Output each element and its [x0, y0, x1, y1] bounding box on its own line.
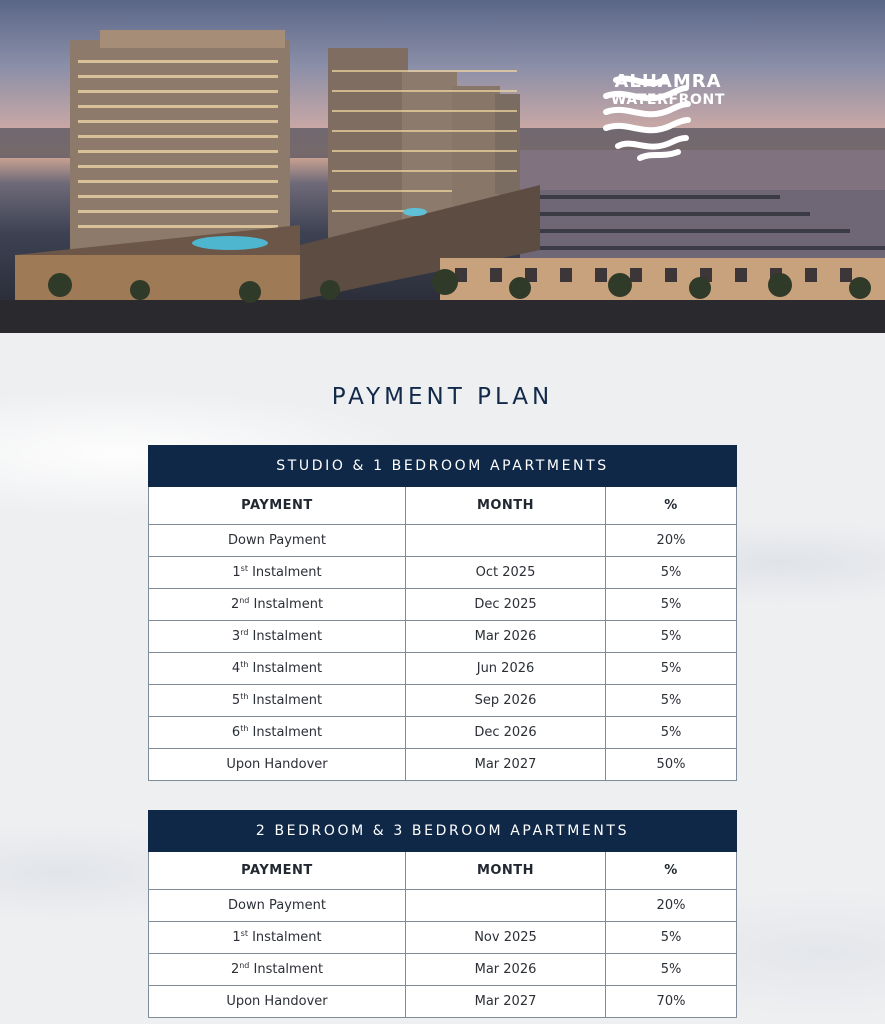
month-cell: Dec 2026	[406, 717, 606, 749]
ordinal-suffix: nd	[239, 961, 250, 970]
table-row	[149, 749, 737, 781]
payment-label: Instalment	[249, 962, 324, 977]
payment-label: Down Payment	[228, 898, 326, 913]
payment-cell	[149, 653, 406, 685]
payment-label: Upon Handover	[226, 757, 328, 772]
percent-cell: 20%	[606, 525, 737, 557]
instalment-number: 5	[231, 693, 241, 708]
brand-name-line2: WATERFRONT	[611, 92, 725, 108]
month-cell: Dec 2025	[406, 589, 606, 621]
column-header-month: MONTH	[406, 852, 606, 890]
month-cell: Jun 2026	[406, 653, 606, 685]
table-row	[149, 890, 737, 922]
ordinal-suffix: rd	[240, 628, 249, 637]
payment-cell	[149, 954, 406, 986]
column-header-row	[149, 852, 737, 890]
brand-logo	[598, 72, 738, 108]
column-header-row	[149, 487, 737, 525]
month-cell: Mar 2026	[406, 621, 606, 653]
payment-cell	[149, 685, 406, 717]
ordinal-suffix: th	[240, 660, 249, 669]
instalment-number: 2	[230, 597, 240, 612]
payment-label: Instalment	[247, 565, 322, 580]
payment-cell	[149, 717, 406, 749]
table-row	[149, 922, 737, 954]
brand-name-line1: ALHAMRA	[614, 71, 722, 92]
month-cell: Mar 2026	[406, 954, 606, 986]
month-cell: Mar 2027	[406, 749, 606, 781]
payment-cell	[149, 749, 406, 781]
table-row	[149, 954, 737, 986]
payment-label: Down Payment	[228, 533, 326, 548]
payment-cell	[149, 525, 406, 557]
payment-label: Instalment	[248, 693, 323, 708]
percent-cell: 5%	[606, 685, 737, 717]
table-row	[149, 621, 737, 653]
table-row	[149, 685, 737, 717]
instalment-number: 2	[230, 962, 240, 977]
page-title: PAYMENT PLAN	[331, 384, 554, 410]
percent-cell: 5%	[606, 717, 737, 749]
payment-label: Instalment	[248, 661, 323, 676]
percent-cell: 5%	[606, 653, 737, 685]
table-heading: 2 BEDROOM & 3 BEDROOM APARTMENTS	[149, 811, 737, 852]
payment-cell	[149, 589, 406, 621]
month-cell: Oct 2025	[406, 557, 606, 589]
table-body	[149, 890, 737, 1018]
instalment-number: 1	[232, 565, 241, 580]
instalment-number: 6	[231, 725, 241, 740]
percent-cell: 5%	[606, 954, 737, 986]
column-header-percent: %	[606, 852, 737, 890]
month-cell: Sep 2026	[406, 685, 606, 717]
month-cell: Nov 2025	[406, 922, 606, 954]
payment-table-studio-1br	[148, 445, 737, 781]
month-cell	[406, 890, 606, 922]
hero-image	[0, 0, 885, 333]
wave-logo-icon	[598, 72, 694, 162]
percent-cell: 50%	[606, 749, 737, 781]
payment-label: Upon Handover	[226, 994, 328, 1009]
ordinal-suffix: st	[240, 929, 248, 938]
percent-cell: 5%	[606, 589, 737, 621]
table-row	[149, 589, 737, 621]
table-row	[149, 557, 737, 589]
table-row	[149, 653, 737, 685]
payment-cell	[149, 557, 406, 589]
percent-cell: 5%	[606, 922, 737, 954]
instalment-number: 1	[232, 930, 241, 945]
table-row	[149, 717, 737, 749]
payment-cell	[149, 922, 406, 954]
percent-cell: 70%	[606, 986, 737, 1018]
percent-cell: 20%	[606, 890, 737, 922]
waterfront-rendering	[0, 0, 885, 333]
table-row	[149, 525, 737, 557]
payment-cell	[149, 890, 406, 922]
ordinal-suffix: nd	[239, 596, 250, 605]
column-header-percent: %	[606, 487, 737, 525]
column-header-month: MONTH	[406, 487, 606, 525]
column-header-payment: PAYMENT	[149, 852, 406, 890]
payment-label: Instalment	[247, 930, 322, 945]
percent-cell: 5%	[606, 557, 737, 589]
payment-label: Instalment	[248, 629, 323, 644]
month-cell	[406, 525, 606, 557]
column-header-payment: PAYMENT	[149, 487, 406, 525]
table-heading: STUDIO & 1 BEDROOM APARTMENTS	[149, 446, 737, 487]
payment-table-2br-3br	[148, 810, 737, 1018]
payment-label: Instalment	[249, 597, 324, 612]
instalment-number: 4	[231, 661, 241, 676]
table-row	[149, 986, 737, 1018]
payment-label: Instalment	[248, 725, 323, 740]
ordinal-suffix: st	[240, 564, 248, 573]
payment-cell	[149, 986, 406, 1018]
ordinal-suffix: th	[240, 724, 249, 733]
table-body	[149, 525, 737, 781]
percent-cell: 5%	[606, 621, 737, 653]
ordinal-suffix: th	[240, 692, 249, 701]
instalment-number: 3	[231, 629, 241, 644]
month-cell: Mar 2027	[406, 986, 606, 1018]
payment-cell	[149, 621, 406, 653]
